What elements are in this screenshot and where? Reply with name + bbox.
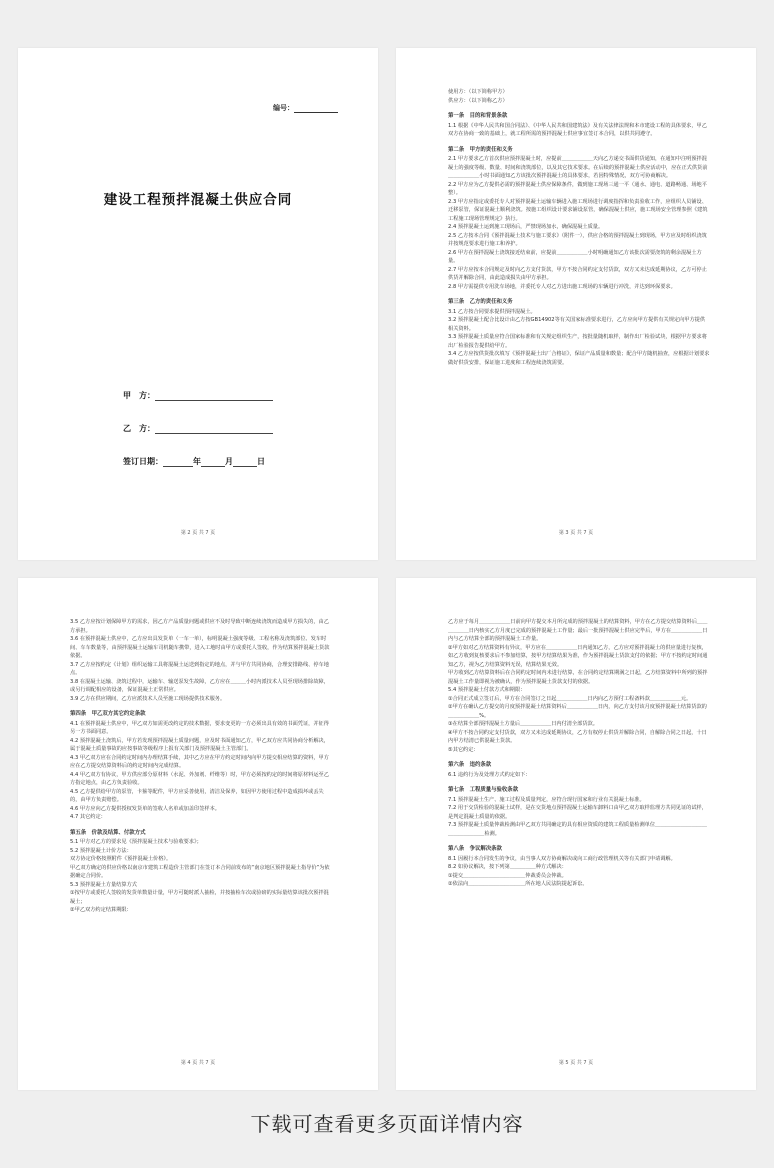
- section-heading: 第二条 甲方的责任和义务: [448, 146, 513, 153]
- paragraph: 7.1 预拌混凝土生产、施工过程及质量判定，应符合现行国家和行业有关混凝土标准。: [448, 796, 645, 803]
- paragraph: 2.1 甲方要求乙方首次供应预拌混凝土时，应提前＿＿＿＿＿＿天向乙方递交书面供货通知，在通知中注明预拌混凝土的强度等级、数量、时间和浇筑部位，以及其它技术要求。在后续的预拌混凝土供应活动中，应在正式供货前＿＿＿＿＿＿小时书面通知乙方该批次预拌混凝土的具体要求，若因特殊情况，双方可协商解决。: [448, 156, 708, 179]
- paragraph: 2.4 预拌混凝土运到施工现场后，严禁现场加水，确保混凝土质量。: [448, 224, 604, 230]
- party-b-label: 乙 方：: [123, 424, 155, 433]
- paragraph: 4.5 乙方提供给甲方的泵管，卡箍等配件，甲方应妥善使用，清洁及保养，如因甲方使用过程中造成损坏或丢失的，由甲方负责赔偿。: [70, 788, 324, 803]
- paragraph: 2.7 甲方应按本合同规定及时向乙方支付货款，甲方不按合同约定支付货款，双方又未达成延期协议，乙方可停止供货并解除合同，由此造成损失由甲方承担。: [448, 266, 707, 281]
- paragraph: 甲乙双方确定的供应价格以南京市建筑工程造价主管部门在签订本合同前发布的“南京地区预拌混凝土指导价”为依据确定合同价。: [70, 864, 330, 879]
- paragraph: ②甲方如对乙方结算资料有异议，甲方应在＿＿＿＿＿＿日内通知乙方，乙方应对预拌混凝土的供应量进行复核，如乙方收到复核要求后不参加结算，按甲方结算结果为准，作为预拌混凝土货款支付的依据；甲方不按约定时间通知乙方，视为乙方结算资料无误，结算结果无效。: [448, 644, 708, 668]
- paragraph: 3.3 预拌混凝土质量应符合国家标准和有关规定组织生产，按批量随机取样，制作出厂检验试块，根据甲方要求将出厂检验报告提供给甲方。: [448, 334, 707, 349]
- paragraph: 4.1 在预拌混凝土供应中，甲乙双方如需更改约定的技术数据，要求变更的一方必须出具有效的书面凭证，并征得另一方书面同意。: [70, 720, 329, 735]
- paragraph: 乙方应于每月＿＿＿＿＿＿日前向甲方提交本月所完成的预拌混凝土的结算资料，甲方在乙方提交结算资料后＿＿＿＿＿＿日内核实乙方月度已完成的预拌混凝土工作量；最后一批预拌混凝土供应完毕后，甲方在＿＿＿＿＿＿日内与乙方结算全部的预拌混凝土工作量。: [448, 619, 708, 642]
- paragraph: ②甲乙双方约定结算期限：: [70, 907, 132, 913]
- paragraph: 3.4 乙方应按供货批次填写《预拌混凝土出厂合格证》，保证产品质量和数量；配合甲方随机抽查，应根据计划要求做好供货安排，保证施工进度和工程连续浇筑需要。: [448, 351, 710, 366]
- day-label: 日: [257, 457, 265, 466]
- paragraph: 1.1 根据《中华人民共和国合同法》、《中华人民共和国建筑法》及有关法律法规和本市建设工程的具体要求，甲乙双方在协商一致的基础上，就工程所需的预拌混凝土供应事宜签订本合同，以供共同遵守。: [448, 122, 707, 137]
- paragraph: 3.1 乙方按合同要求提供预拌混凝土。: [448, 308, 536, 315]
- paragraph: 6.1 违约行为及处理方式约定如下：: [448, 771, 531, 778]
- page-footer: 第 4 页 共 7 页: [180, 1060, 216, 1066]
- contract-number-blank: [294, 105, 338, 113]
- page-footer: 第 3 页 共 7 页: [558, 530, 594, 536]
- paragraph: ②依法向＿＿＿＿＿＿＿＿＿＿＿所在地人民法院提起诉讼。: [448, 881, 588, 887]
- paragraph: 4.2 预拌混凝土浇筑后，甲方若发现预拌混凝土质量问题，应及时书面通知乙方，甲乙双方应共同协商分析解决，属于混凝土质量事故的应按事故等级程序上报有关部门及预拌混凝土主管部门。: [70, 737, 329, 752]
- sign-date-label: 签订日期：: [123, 457, 163, 466]
- paragraph: 3.6 在预拌混凝土供应中，乙方应出具发货单（一车一单），标明混凝土强度等级、工程名称及浇筑部位、发车时间、车车数量等，由预拌混凝土运输车司机随车携带，进入工地时由甲方或委托人签收，作为结算预拌混凝土货款依据。: [70, 636, 330, 659]
- paragraph: 3.9 乙方在供应期间，乙方应派技术人员至施工现场提供技术服务。: [70, 695, 226, 702]
- page-4-content: [70, 618, 332, 915]
- download-banner[interactable]: 下载可查看更多页面详情内容: [250, 1112, 524, 1136]
- paragraph: 7.2 用于交货检验的混凝土试样，是在交货地点预拌混凝土运输车卸料口由甲乙双方取样监理方共同见证的试样，是判定混凝土质量的依据。: [448, 805, 707, 820]
- sign-date-field: [123, 456, 265, 467]
- paragraph: 2.6 甲方在预拌混凝土浇筑接近结束前，应提前＿＿＿＿＿＿小时明确通知乙方该批次需要浇筑的剩余混凝土方量。: [448, 249, 702, 264]
- paragraph: 2.2 甲方应为乙方提供必需的预拌混凝土供应保障条件，做到施工现场三通一平（通水、通电、道路畅通、场地平整）。: [448, 181, 707, 196]
- page-4: [18, 578, 378, 1090]
- month-blank: [201, 458, 225, 467]
- year-blank: [163, 458, 193, 467]
- section-heading: 第五条 价款及结算、付款方式: [70, 829, 146, 836]
- paragraph: 5.4 预拌混凝土付款方式和期限：: [448, 687, 526, 693]
- page-footer: 第 5 页 共 7 页: [558, 1060, 594, 1066]
- paragraph: ①合同正式成立签订后，甲方在合同签订之日起＿＿＿＿＿＿日内向乙方预付工程备料款＿＿＿＿＿＿元。: [448, 695, 692, 702]
- paragraph: 3.7 乙方应按约定《计划》组织运输工具将混凝土运送到指定的地点，并与甲方共同协商，合理安排路线、停车地点。: [70, 661, 329, 676]
- paragraph: 2.3 甲方应指定或委托专人对预拌混凝土运输车辆进入施工现场进行调度指挥和负责验收工作，应组织人员铺设、迁移泵管，保证混凝土顺利浇筑。按施工组织设计要求铺设泵管，确保混凝土供应，施工现场安全管理参照《建筑工程施工现场管理规定》执行。: [448, 198, 708, 222]
- section-heading: 第一条 目的和背景条款: [448, 113, 508, 119]
- paragraph: ②甲方在确认乙方提交的月度预拌混凝土结算资料后＿＿＿＿＿＿日内，向乙方支付该月度预拌混凝土结算货款的＿＿＿＿＿＿%。: [448, 704, 707, 719]
- section-heading: 第八条 争议解决条款: [448, 846, 502, 852]
- paragraph: 3.2 预拌混凝土配合比设计由乙方按GB14902等有关国家标准要求进行，乙方应向甲方提供有关规定向甲方提供相关资料。: [448, 317, 706, 332]
- party-a-label: 甲 方：: [123, 391, 155, 400]
- document-title: 建设工程预拌混凝土供应合同: [103, 192, 293, 208]
- section-heading: 第三条 乙方的责任和义务: [448, 299, 513, 305]
- contract-number: [273, 103, 338, 113]
- paragraph: 5.1 甲方对乙方的要求见《预拌混凝土技术与验收要求》；: [70, 839, 202, 845]
- section-heading: 第四条 甲乙双方其它约定条款: [70, 711, 146, 717]
- section-heading: 第六条 违约条款: [448, 762, 492, 768]
- paragraph: 使用方：（以下简称甲方）: [448, 89, 508, 95]
- day-blank: [233, 458, 257, 467]
- page-cover: [18, 48, 378, 560]
- page-5: [396, 578, 756, 1090]
- page-3-content: [448, 88, 710, 367]
- party-a-blank: [155, 392, 273, 401]
- paragraph: ①按甲方或委托人签收的发货单数量计量，甲方可随时派人抽检，并按抽检车次或验磅的实际量结算该批次预拌混凝土；: [70, 890, 329, 905]
- paragraph: 双方协定价格按照附件《预拌混凝土价格》。: [70, 856, 172, 862]
- paragraph: 4.4 甲乙双方有协议，甲方供应部分原材料（水泥、外加剂、纤维等）时，甲方必须按约定的时间将原材料运至乙方指定地点，由乙方负责验收。: [70, 771, 329, 786]
- year-label: 年: [193, 457, 201, 466]
- paragraph: ③在结算全部预拌混凝土方量后＿＿＿＿＿＿日内付清全部货款。: [448, 721, 598, 727]
- paragraph: 甲方收到乙方结算资料后在合同约定时间内未进行结算，在合同约定结算期满之日起，乙方结算资料中所列的预拌混凝土工作量即视为被确认，作为预拌混凝土货款支付的依据。: [448, 670, 708, 685]
- party-a-field: [123, 390, 273, 401]
- party-b-blank: [155, 425, 273, 434]
- paragraph: ①提交＿＿＿＿＿＿＿＿＿＿＿＿仲裁委员会仲裁。: [448, 872, 567, 879]
- month-label: 月: [225, 457, 233, 466]
- paragraph: 3.8 在混凝土运输、浇筑过程中，运输车、输送泵发生故障，乙方应在＿＿＿小时内派技术人员至现场排除故障，或另行调配相应的设备，保证混凝土正常供应。: [70, 678, 329, 693]
- party-b-field: [123, 423, 273, 434]
- paragraph: 4.7 其它约定：: [70, 814, 106, 820]
- paragraph: 2.8 甲方需提供专用洗车场地，并委托专人对乙方进出施工现场的车辆进行冲洗，并达到环保要求。: [448, 283, 676, 290]
- paragraph: 7.3 预拌混凝土质量仲裁检测由甲乙双方共同确定的具有相应资质的建筑工程质量检测单位＿＿＿＿＿＿＿＿＿＿＿＿＿＿＿＿＿检测。: [448, 822, 707, 837]
- paragraph: 5.2 预拌混凝土计价方法：: [70, 847, 132, 854]
- paragraph: 8.2 如协议解决，按下列第＿＿＿＿＿种方式解决：: [448, 864, 567, 870]
- page-footer: 第 2 页 共 7 页: [180, 530, 216, 536]
- paragraph: ④甲方不按合同约定支付货款，双方又未达成延期协议，乙方有权停止供货并解除合同，自解除合同之日起，十日内甲方结清已供混凝土货款。: [448, 729, 707, 744]
- page-3: [396, 48, 756, 560]
- page-5-content: [448, 618, 710, 889]
- paragraph: 4.6 甲方应向乙方提供授权发货单的签收人名单或加盖印签样本。: [70, 805, 220, 812]
- paragraph: ⑤其它约定：: [448, 746, 479, 753]
- paragraph: 3.5 乙方应按计划保障甲方的需求，因乙方产品质量问题或供应不及时导致中断连续浇筑而造成甲方损失的，由乙方承担。: [70, 619, 329, 634]
- contract-number-label: 编号：: [273, 104, 294, 112]
- paragraph: 2.5 乙方按本合同《预拌混凝土技术与施工要求》（附件一），供应合格的预拌混凝土到现场，甲方应及时组织浇筑并按规范要求进行施工和养护。: [448, 232, 707, 247]
- paragraph: 8.1 因履行本合同发生的争议，由当事人双方协商解决或向工商行政管理机关等有关部门申请调解。: [448, 855, 676, 862]
- paragraph: 4.3 甲乙双方应在合同约定时间内办理结算手续，其中乙方应在甲方约定时间内向甲方提交相应结算的资料，甲方应在乙方提交结算资料后的约定时间内完成结算。: [70, 754, 329, 769]
- section-heading: 第七条 工程质量与验收条款: [448, 787, 519, 793]
- paragraph: 5.3 预拌混凝土方量结算方式: [70, 881, 137, 888]
- paragraph: 供应方：（以下简称乙方）: [448, 97, 508, 104]
